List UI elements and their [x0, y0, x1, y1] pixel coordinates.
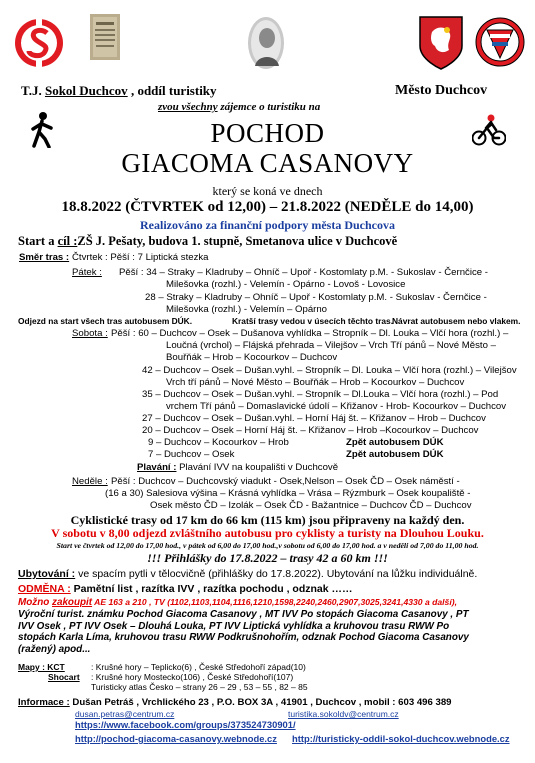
- email-row-2: [288, 709, 399, 719]
- email-row: [75, 709, 174, 719]
- route-friday-28-a: 28 – Straky – Kladruby – Ohníč – Upoř - Kostomlaty p.M. - Sukoslav - Černčice -: [145, 292, 487, 303]
- route-sat-35-a: 35 – Duchcov – Osek – Dušan.vyhl. – Stropník – Dl.Louka – Vlčí hora (rozhl.) – Pod: [142, 389, 499, 400]
- route-thursday: Čtvrtek : Pěší : 7 Liptická stezka: [72, 252, 209, 263]
- event-dates: 18.8.2022 (ČTVRTEK od 12,00) – 21.8.2022 (NEDĚLE do 14,00): [61, 199, 474, 215]
- email-link-1[interactable]: dusan.petras@centrum.cz: [75, 709, 175, 719]
- bus-note-mid: Kratší trasy vedou v úsecích těchto tras.: [232, 316, 394, 326]
- start-times: Start ve čtvrtek od 12,00 do 17,00 hod., v pátek od 6,00 do 17,00 hod.,v sobotu od 6,00 do 17,00 hod. a v neděli od 7,00 do 11,00 hod.: [56, 541, 479, 550]
- route-sun-1: Pěší : Duchcov – Duchcovský viadukt - Osek,Nelson – Osek ČD – Osek náměstí -: [111, 476, 460, 487]
- maps-line3: Turisticky atlas Česko – strany 26 – 29 , 53 – 55 , 82 – 85: [91, 682, 308, 692]
- email-link-2[interactable]: turistika.sokoldv@centrum.cz: [288, 709, 399, 719]
- route-sat-7-bus: Zpět autobusem DÚK: [346, 449, 444, 460]
- route-friday-28-b: Milešovka (rozhl.) - Velemín – Opárno: [166, 304, 328, 315]
- facebook-row: [75, 719, 296, 730]
- bus-note-right: Návrat autobusem nebo vlakem.: [392, 316, 521, 326]
- event-title-line1: POCHOD: [210, 118, 325, 148]
- web-row: [75, 733, 277, 744]
- logo-row: [0, 6, 535, 86]
- contact-label: Informace :: [18, 697, 70, 708]
- route-sat-42-b: Vrch tří pánů – Nové Město – Bouřňák – Hrob – Kocourkov – Duchcov: [166, 377, 465, 388]
- organizer-line: [0, 83, 535, 99]
- org-prefix: T.J.: [21, 83, 45, 98]
- swimming-text: Plavání IVV na koupališti v Duchcově: [179, 462, 339, 473]
- invite-line: [158, 101, 320, 113]
- route-sun-2: (16 a 30) Salesiova výšina – Krásná vyhlídka – Vrása – Rýzmburk – Osek koupaliště -: [105, 488, 471, 499]
- org-suffix: , oddíl turistiky: [127, 83, 217, 98]
- invite-underlined: zvou všechny: [158, 101, 218, 113]
- saturday-label: Sobota :: [72, 328, 108, 339]
- invite-rest: zájemce o turistiku na: [217, 101, 321, 113]
- route-sat-9-bus: Zpět autobusem DÚK: [346, 437, 444, 448]
- route-sat-60-c: Bouřňák – Hrob – Kocourkov – Duchcov: [166, 352, 338, 363]
- org-sokol: Sokol Duchcov: [44, 83, 128, 98]
- kct-emblem-icon: [475, 16, 525, 68]
- web-row-2: [292, 733, 510, 744]
- web-link-1[interactable]: http://pochod-giacoma-casanovy.webnode.cz: [75, 733, 277, 744]
- route-sat-42-a: 42 – Duchcov – Osek – Dušan.vyhl. – Stropník – Dl. Louka – Vlčí hora (rozhl.) – Vilejšov: [142, 365, 517, 376]
- subtitle: který se koná ve dnech: [212, 184, 323, 198]
- facebook-link[interactable]: https://www.facebook.com/groups/373524730901/: [75, 719, 296, 730]
- accommodation-line: Ubytování : ve spacím pytli v tělocvičně (přihlášky do 17.8.2022). Ubytování na lůžku individuálně.: [18, 568, 478, 580]
- shocart-label: Shocart: [48, 672, 80, 682]
- route-sat-7: 7 – Duchcov – Osek: [148, 449, 235, 460]
- purchase-section: Možno zakoupit AE 163 a 210 , TV (1102,1103,1104,1116,1210,1598,2240,2460,2907,3025,3241,4330 a další), Výroční turist. známku Pochod Giacoma Casanovy , MT IVV Po stopách Giacoma Casanovy , PT IVV Osek , PT IVV Osek – Dlouhá Louka, PT IVV Liptická vyhlídka a kruhovou trasu RWW Po stopách Karla Líma, kruhovou trasu RWW Podkrušnohořím, odznak Pochod Giacoma Casanovy (ražený) apod...: [18, 597, 469, 656]
- start-line: Start a cíl :ZŠ J. Pešaty, budova 1. stupně, Smetanova ulice v Duchcově: [18, 234, 398, 248]
- event-title-line2: GIACOMA CASANOVY: [121, 148, 414, 178]
- maps-label: Mapy : KCT: [18, 662, 65, 672]
- contact-text: Dušan Petráš , Vrchlického 23 , P.O. BOX 3A , 41901 , Duchcov , mobil : 603 496 389: [69, 697, 452, 708]
- sunday-label: Neděle :: [72, 476, 108, 487]
- special-bus-line: V sobotu v 8,00 odjezd zvláštního autobusu pro cyklisty a turisty na Dlouhou Louku.: [51, 526, 484, 540]
- duchcov-coat-of-arms-icon: [419, 16, 463, 70]
- org-right: Město Duchcov: [395, 83, 488, 98]
- sokol-logo-icon: [14, 14, 64, 72]
- contact-line: [18, 697, 452, 708]
- cycling-line: Cyklistické trasy od 17 km do 66 km (115 km) jsou připraveny na každý den.: [70, 513, 465, 527]
- web-link-2[interactable]: http://turisticky-oddil-sokol-duchcov.webnode.cz: [292, 733, 510, 744]
- route-sat-20: 20 – Duchcov – Osek – Horní Háj št. – Křižanov – Hrob –Kocourkov – Duchcov: [142, 425, 479, 436]
- route-sat-9: 9 – Duchcov – Kocourkov – Hrob: [148, 437, 289, 448]
- memorial-plaque-image: [90, 14, 120, 60]
- bus-note-left: Odjezd na start všech tras autobusem DÚK.: [18, 316, 193, 326]
- funding-note: Realizováno za finanční podpory města Duchcova: [140, 218, 395, 232]
- smer-label: Směr tras :: [19, 252, 70, 263]
- route-friday-34-b: Milešovka (rozhl.) - Velemín - Opárno - Lovoš - Lovosice: [166, 279, 406, 290]
- maps-line2: : Krušné hory Mostecko(106) , České Středohoří(107): [91, 672, 294, 682]
- route-sat-27: 27 – Duchcov – Osek – Dušan.vyhl. – Horní Háj št. – Křižanov – Hrob – Duchcov: [142, 413, 486, 424]
- registration-note: !!! Přihlášky do 17.8.2022 – trasy 42 a 60 km !!!: [147, 551, 388, 565]
- route-friday-34-a: Pěší : 34 – Straky – Kladruby – Ohníč – Upoř - Kostomlaty p.M. - Sukoslav - Černčice -: [119, 267, 488, 278]
- swimming-label: Plavání :: [137, 462, 177, 473]
- maps-line1: : Krušné hory – Teplicko(6) , České Středohoří západ(10): [91, 662, 306, 672]
- route-sun-3: Osek město ČD – Izolák – Osek ČD - Bažantnice – Duchcov ČD – Duchcov: [150, 500, 472, 511]
- route-sat-60-a: Pěší : 60 – Duchcov – Osek – Dušanova vyhlídka – Stropník – Dl. Louka – Vlčí hora (rozhl.) –: [111, 328, 509, 339]
- reward-line: ODMĚNA : Pamětní list , razítka IVV , razítka pochodu , odznak ……: [18, 583, 353, 595]
- casanova-portrait-image: [247, 16, 285, 70]
- friday-label: Pátek :: [72, 267, 102, 278]
- route-sat-60-b: Loučná (vrchol) – Flájská přehrada – Vilejšov – Vrch Tří pánů – Nové Město –: [166, 340, 496, 351]
- route-sat-35-b: vrchem Tří pánů – Domaslavické údolí – Křižanov - Hrob- Kocourkov – Duchcov: [166, 401, 507, 412]
